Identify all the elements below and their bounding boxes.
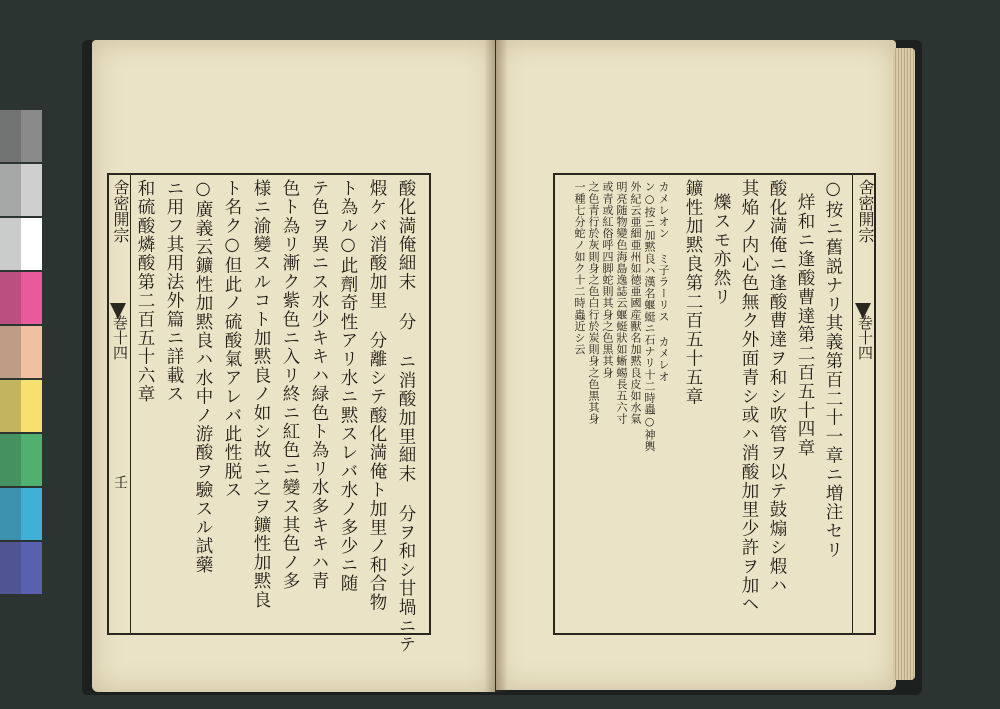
color-swatch bbox=[0, 488, 42, 540]
right-page-center-column bbox=[852, 175, 876, 633]
text-line: 煆ケバ消酸加里 分離シテ酸化満俺ト加里ノ和合物 bbox=[367, 179, 387, 612]
color-swatch bbox=[0, 326, 42, 378]
text-line: 烊和ニ逢酸曹達第二百五十四章 bbox=[795, 193, 815, 458]
annotation-line: カメレオン ミ子ラーリス カメレオ bbox=[657, 181, 670, 383]
text-line: ニ用フ其用法外篇ニ詳載ス bbox=[164, 179, 184, 404]
color-swatch bbox=[0, 218, 42, 270]
page-edges bbox=[893, 48, 915, 680]
text-line: ト名ク○但此ノ硫酸氣アレバ此性脱ス bbox=[222, 179, 242, 500]
annotation-line: 外紀云亜細亜州如徳亜國産獸名加黙良皮如水氣 bbox=[629, 181, 642, 425]
annotation-line: 明亮随物變色海島逸誌云蝘蜓狀如蜥蜴長五六寸 bbox=[615, 181, 628, 425]
left-volume: 巻十四 bbox=[111, 315, 129, 360]
annotation-line: 或青或紅俗呼四脚蛇則其身之色黒其身 bbox=[601, 181, 614, 379]
text-line: 鑛性加黙良第二百五十五章 bbox=[683, 179, 703, 406]
book-gutter bbox=[484, 40, 508, 692]
right-text-frame bbox=[553, 173, 876, 635]
left-page-center-column bbox=[107, 175, 131, 633]
text-line: ト為ル○此劑奇性アリ水ニ黙スレバ水ノ多少ニ随 bbox=[338, 179, 358, 593]
text-line: 色ト為リ漸ク紫色ニ入リ終ニ紅色ニ變ス其色ノ多 bbox=[280, 179, 300, 591]
text-line: 酸化満俺細末 分 ニ消酸加里細末 分ヲ和シ甘堝ニテ bbox=[396, 179, 416, 654]
text-line: ○廣義云鑛性加黙良ハ水中ノ游酸ヲ驗スル試藥 bbox=[193, 179, 213, 575]
text-line: 酸化満俺ニ逢酸曹達ヲ和シ吹管ヲ以テ鼓煽シ煆ハ bbox=[767, 179, 787, 595]
text-line: 爍スモ亦然リ bbox=[711, 193, 731, 307]
text-line: ○按ニ舊説ナリ其義第百二十一章ニ増注セリ bbox=[823, 179, 843, 560]
color-swatch bbox=[0, 542, 42, 594]
color-swatch bbox=[0, 380, 42, 432]
annotation-line: ン○按ニ加黙良ハ漢名蝘蜓ニ石ナリ十二時蟲○神輿 bbox=[643, 181, 656, 452]
text-line: 其焔ノ内心色無ク外面青シ或ハ消酸加里少許ヲ加ヘ bbox=[739, 179, 759, 614]
right-volume: 巻十四 bbox=[856, 315, 874, 360]
color-swatch bbox=[0, 434, 42, 486]
left-text-frame bbox=[107, 173, 431, 654]
color-swatch bbox=[0, 110, 42, 162]
annotation-line: 一種七分蛇ノ如ク十二時蟲近シ云 bbox=[573, 181, 586, 355]
color-swatch bbox=[0, 272, 42, 324]
annotation-line: 之色青行於灰則身之色白行於炭則身之色黒其身 bbox=[587, 181, 600, 425]
color-swatch bbox=[0, 164, 42, 216]
text-line: 様ニ渝變スルコト加黙良ノ如シ故ニ之ヲ鑛性加黙良 bbox=[251, 179, 271, 610]
text-line: テ色ヲ異ニス水少キキハ緑色ト為リ水多キキハ青 bbox=[309, 179, 329, 591]
left-header: 舍密開宗 bbox=[111, 179, 130, 243]
text-line: 和硫酸燐酸第二百五十六章 bbox=[135, 179, 155, 404]
left-page-number: 壬 bbox=[112, 475, 128, 490]
right-header: 舍密開宗 bbox=[856, 179, 875, 243]
